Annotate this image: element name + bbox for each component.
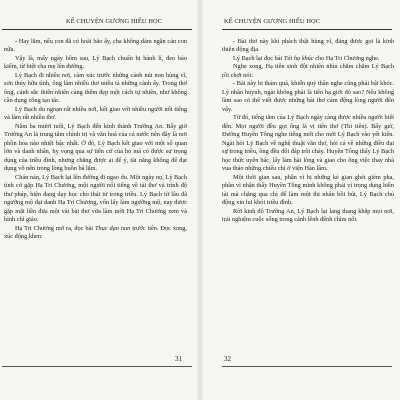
paragraph	[222, 208, 394, 225]
page-body	[4, 38, 187, 242]
text-run: Từ đó, tiếng tăm của Lý Bạch ngày càng được nhiều người biết đến. Mọi người đều gọi ông là vị tiên thơ (Thi tiên). Bấy giờ, Đường Huyền Tông nghe tiếng mới cho mời Lý Bạch vào yết kiến. Ngài hỏi Lý Bạch về nghệ thuật văn thơ, hỏi cả về những điều đại sự trong triều, ông đều đối đáp trôi chảy. Huyền Tông thấy Lý Bạch học thức uyên bác, lấy làm hài lòng và giao cho ông việc thay nhà vua thảo những chiếu chỉ ở viện Hàn lâm.	[222, 114, 394, 173]
text-run: trước tiên. Đọc xong, xúc động khen:	[4, 224, 187, 241]
italic-title: Thục đạo nan	[94, 224, 131, 232]
paragraph	[222, 55, 394, 63]
paragraph	[4, 106, 187, 123]
text-run: - Hay lắm, nếu con đã có hoài bão ấy, cha không dám ngăn cản con nữa.	[4, 38, 187, 54]
running-header: KỂ CHUYỆN GƯƠNG HIẾU HỌC	[66, 18, 163, 25]
paragraph	[4, 38, 187, 55]
text-run: Hạ Tri Chương mở ra, đọc bài	[15, 224, 95, 232]
text-run: Vậy là, mấy ngày hôm sau, Lý Bạch chuẩn bị hành lí, đeo bảo kiếm, từ biệt cha mẹ lên đường.	[4, 54, 187, 71]
paragraph	[222, 174, 394, 208]
running-header: KỂ CHUYỆN GƯƠNG HIẾU HỌC	[224, 18, 321, 25]
text-run: Một thời gian sau, phần vì bị những kẻ gian ghét gièm pha, phần vì nhận thấy Huyền Tông mình không phải vì trọng dụng hiền tài mà chẳng qua chỉ để làm một thi nhân bồi bút, Lý Bạch chủ động xin lui khỏi triều đình.	[222, 173, 394, 207]
paragraph	[222, 114, 394, 173]
page-body	[222, 38, 394, 225]
paragraph	[222, 38, 394, 55]
page-number: 32	[224, 355, 231, 363]
text-run: - Bài này bi thảm quá, khiến quỷ thần nghe cũng phải bật khóc. Lý nhân huynh, ngài không phải là tiên hạ giới đó sao? Nếu không làm sao có thể viết được những bài thơ cảm động lòng người đến vậy.	[222, 80, 394, 113]
text-run: Nghe xong, Hạ tiên sinh đột nhiên nhìn chằm chằm Lý Bạch rồi chợt nói:	[222, 63, 394, 79]
paragraph	[4, 55, 187, 72]
header-rule	[2, 29, 192, 30]
page-number: 31	[175, 355, 182, 363]
book-gutter	[196, 0, 204, 400]
header-rule	[222, 29, 392, 30]
paragraph	[4, 123, 187, 174]
paragraph	[4, 174, 187, 225]
footer-rule	[222, 366, 392, 367]
text-run: Năm ba mươi tuổi, Lý Bạch đến kinh thành Trường An. Bấy giờ Trường An là trung tâm chính trị và văn hoá của cả nước nên đây là nơi phồn hoa náo nhiệt bậc nhất. Ở đó, Lý Bạch kết giao với một số quan lớn và danh nhân, hy vọng qua sự tiến cử của họ mà có được sự trọng dụng của triều đình, nhưng chẳng được ai để ý, tài năng không để đạt dụng vô nên trong lòng buồn bã lắm.	[4, 122, 187, 173]
text-run: Lý Bạch đi nhiều nơi, cảm xúc trước những cảnh núi non hùng vĩ, sơn thủy hữu tình, ông làm nhiều thơ miêu tả những cảnh ấy. Trong thơ ông, cảnh sắc thiên nhiên càng thêm đẹp một cách tự nhiên, như không cần dụng công tạo tác.	[4, 71, 187, 105]
paragraph	[4, 225, 187, 242]
text-run: Lý Bạch du ngoạn rất nhiều nơi, kết giao với nhiều người nổi tiếng và làm rất nhiều thơ.	[4, 105, 187, 122]
text-run: Lý Bạch lại đọc bài	[233, 54, 284, 62]
right-page	[200, 0, 400, 400]
text-run: Chán nản, Lý Bạch lại lên đường đi ngao du. Một ngày nọ, Lý Bạch tình cờ gặp Hạ Tri Chương, một người nổi tiếng về tài thơ và trình độ thư pháp, hiện đang dạy học cho thái tử trong triều. Lý Bạch từ lâu đã ngưỡng mộ đại danh Hạ Tri Chương, vốn lấy làm ngưỡng mộ, nay được gặp mặt liền đưa một vài bài thơ vừa làm mời Hạ Tri Chương xem và bình chỉ giáo.	[4, 173, 187, 224]
footer-rule	[2, 366, 192, 367]
paragraph	[4, 72, 187, 106]
text-run: - Bài thơ này khí phách thật hùng vĩ, đáng được gọi là kinh thiên động địa.	[222, 38, 394, 54]
paragraph	[222, 80, 394, 114]
italic-title: Tái hạ khúc	[283, 54, 314, 62]
paragraph	[222, 63, 394, 80]
text-run: Rời kinh đô Trường An, Lý Bạch lại lang thang khắp mọi nơi, trải nghiệm cuộc sống trong cảnh lênh đênh chìm nổi.	[222, 207, 394, 224]
text-run: cho Hạ Tri Chương nghe.	[313, 54, 380, 62]
